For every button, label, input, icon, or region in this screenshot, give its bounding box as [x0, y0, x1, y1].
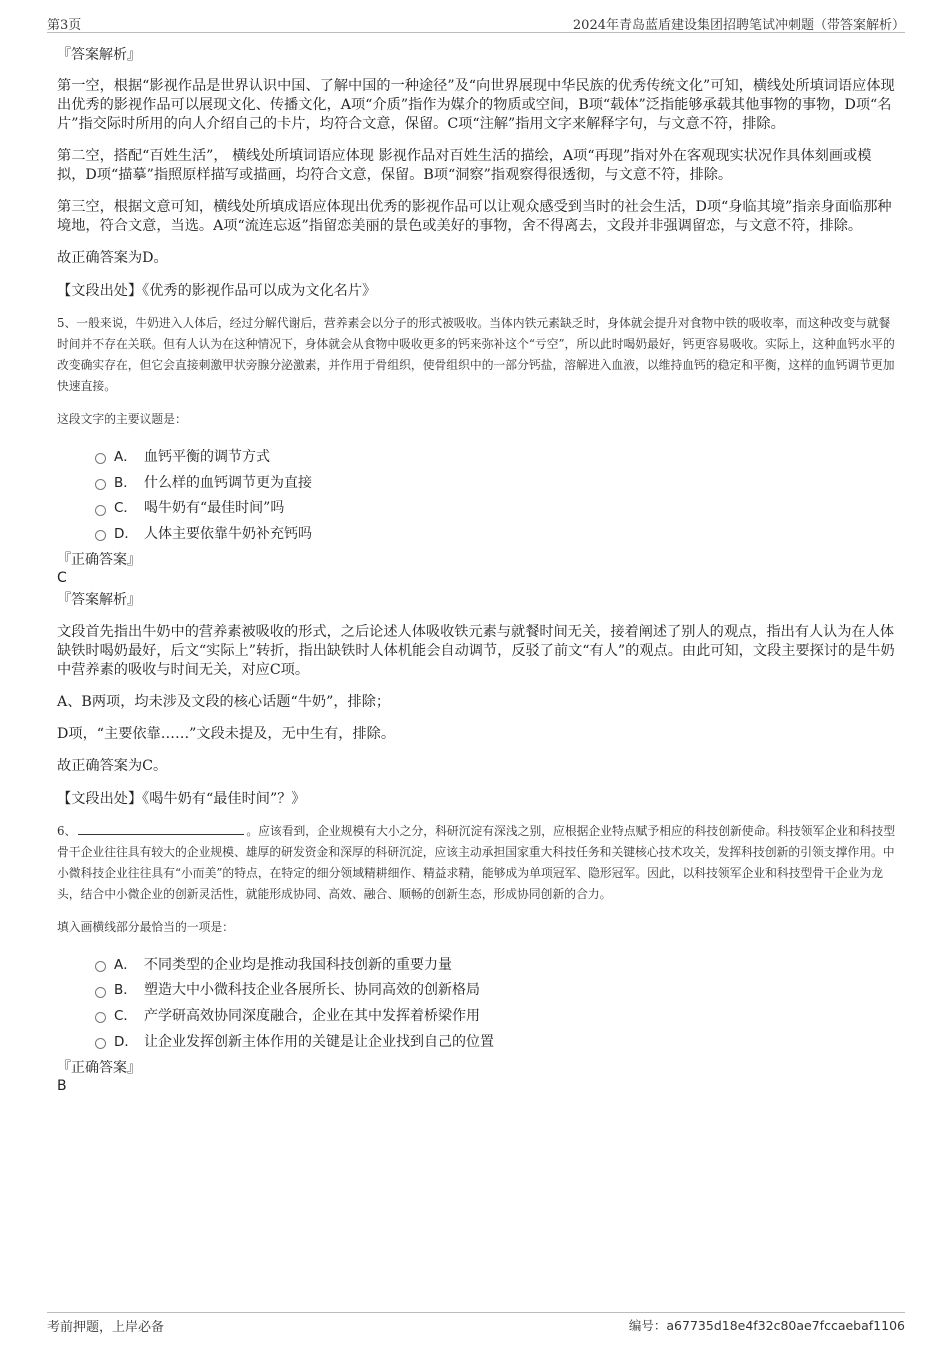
radio-icon[interactable]	[95, 961, 106, 972]
analysis-paragraph: 第一空，根据“影视作品是世界认识中国、了解中国的一种途径”及“向世界展现中华民族的优秀传统文化”可知，横线处所填词语应体现出优秀的影视作品可以展现文化、传播文化，A项“介质”指作为媒介的物质或空间，B项“载体”泛指能够承载其他事物的事物，D项“名片”指交际时所用的向人介绍自己的卡片，均符合文意，保留。C项“注解”指用文字来解释字句，与文意不符，排除。	[57, 78, 895, 132]
question-6-prompt: 填入画横线部分最恰当的一项是：	[57, 919, 234, 934]
question-5-options	[95, 444, 897, 547]
radio-icon[interactable]	[95, 1012, 106, 1023]
source-citation: 【文段出处】《优秀的影视作品可以成为文化名片》	[57, 283, 377, 299]
radio-icon[interactable]	[95, 1038, 106, 1049]
option-c[interactable]: C． 产学研高效协同深度融合，企业在其中发挥着桥梁作用	[95, 1003, 897, 1029]
option-b[interactable]: B． 塑造大中小微科技企业各展所长、协同高效的创新格局	[95, 977, 897, 1003]
analysis-paragraph: D项，“主要依靠……”文段未提及，无中生有，排除。	[57, 725, 396, 742]
option-b[interactable]: B． 什么样的血钙调节更为直接	[95, 470, 897, 496]
analysis-paragraph: 第二空，搭配“百姓生活”， 横线处所填词语应体现 影视作品对百姓生活的描绘，A项“再现”指对外在客观现实状况作具体刻画或模拟，D项“描摹”指照原样描写或描画，均符合文意，保留。B项“洞察”指观察得很透彻，与文意不符，排除。	[57, 148, 872, 183]
footer-slogan: 考前押题，上岸必备	[47, 1320, 165, 1335]
document-title: 2024年青岛蓝盾建设集团招聘笔试冲刺题（带答案解析）	[572, 18, 905, 33]
radio-icon[interactable]	[95, 505, 106, 516]
radio-icon[interactable]	[95, 530, 106, 541]
radio-icon[interactable]	[95, 479, 106, 490]
question-5-text: 5、一般来说，牛奶进入人体后，经过分解代谢后，营养素会以分子的形式被吸收。当体内铁元素缺乏时，身体就会提升对食物中铁的吸收率，而这种改变与就餐时间并不存在关联。但有人认为在这种情况下，身体就会从食物中吸收更多的钙来弥补这个“亏空”，所以此时喝奶最好，钙更容易吸收。实际上，这种血钙水平的改变确实存在，但它会直接刺激甲状旁腺分泌激素，并作用于骨组织，使骨组织中的一部分钙盐，溶解进入血液，以维持血钙的稳定和平衡，这样的血钙调节更加快速直接。	[57, 316, 895, 393]
question-6-text: 6、 。应该看到，企业规模有大小之分，科研沉淀有深浅之别，应根据企业特点赋予相应的科技创新使命。科技领军企业和科技型骨干企业往往具有较大的企业规模、雄厚的研发资金和深厚的科研沉淀，应该主动承担国家重大科技任务和关键核心技术攻关，发挥科技创新的引领支撑作用。中小微科技企业往往具有“小而美”的特点，在特定的细分领域精耕细作、精益求精，能够成为单项冠军、隐形冠军。因此，以科技领军企业和科技型骨干企业为龙头，结合中小微企业的创新灵活性，就能形成协同、高效、融合、顺畅的创新生态，形成协同创新的合力。	[57, 823, 896, 901]
question-5-prompt: 这段文字的主要议题是：	[57, 412, 187, 426]
question-6-options	[95, 952, 897, 1055]
analysis-paragraph: A、B两项，均未涉及文段的核心话题“牛奶”，排除；	[57, 693, 391, 710]
analysis-label: 『答案解析』	[57, 591, 141, 608]
analysis-conclusion: 故正确答案为D。	[57, 250, 168, 266]
analysis-label: 『答案解析』	[57, 47, 141, 63]
document-body	[57, 46, 897, 1095]
option-d[interactable]: D． 人体主要依靠牛奶补充钙吗	[95, 521, 897, 547]
document-code: 编号：a67735d18e4f32c80ae7fccaebaf1106	[628, 1318, 905, 1333]
page-number: 第3页	[47, 18, 82, 33]
answer-label: 『正确答案』	[57, 1059, 141, 1076]
answer-label: 『正确答案』	[57, 551, 141, 568]
option-a[interactable]: A． 血钙平衡的调节方式	[95, 444, 897, 470]
radio-icon[interactable]	[95, 453, 106, 464]
correct-answer: C	[57, 569, 67, 586]
analysis-conclusion: 故正确答案为C。	[57, 757, 168, 774]
fill-blank-line	[78, 824, 244, 835]
page-header	[47, 12, 905, 33]
option-d[interactable]: D． 让企业发挥创新主体作用的关键是让企业找到自己的位置	[95, 1029, 897, 1055]
radio-icon[interactable]	[95, 987, 106, 998]
option-c[interactable]: C． 喝牛奶有“最佳时间”吗	[95, 495, 897, 521]
option-a[interactable]: A． 不同类型的企业均是推动我国科技创新的重要力量	[95, 952, 897, 978]
analysis-paragraph: 文段首先指出牛奶中的营养素被吸收的形式，之后论述人体吸收铁元素与就餐时间无关，接着阐述了别人的观点，指出有人认为在人体缺铁时喝奶最好，后文“实际上”转折，指出缺铁时人体机能会自动调节，反驳了前文“有人”的观点。由此可知，文段主要探讨的是牛奶中营养素的吸收与时间无关，对应C项。	[57, 623, 895, 678]
correct-answer: B	[57, 1077, 67, 1094]
analysis-paragraph: 第三空，根据文意可知，横线处所填成语应体现出优秀的影视作品可以让观众感受到当时的社会生活，D项“身临其境”指亲身面临那种境地，符合文意，当选。A项“流连忘返”指留恋美丽的景色或美好的事物，舍不得离去，文段并非强调留恋，与文意不符，排除。	[57, 199, 892, 234]
page-footer	[47, 1312, 905, 1337]
source-citation: 【文段出处】《喝牛奶有“最佳时间”？》	[57, 790, 306, 807]
